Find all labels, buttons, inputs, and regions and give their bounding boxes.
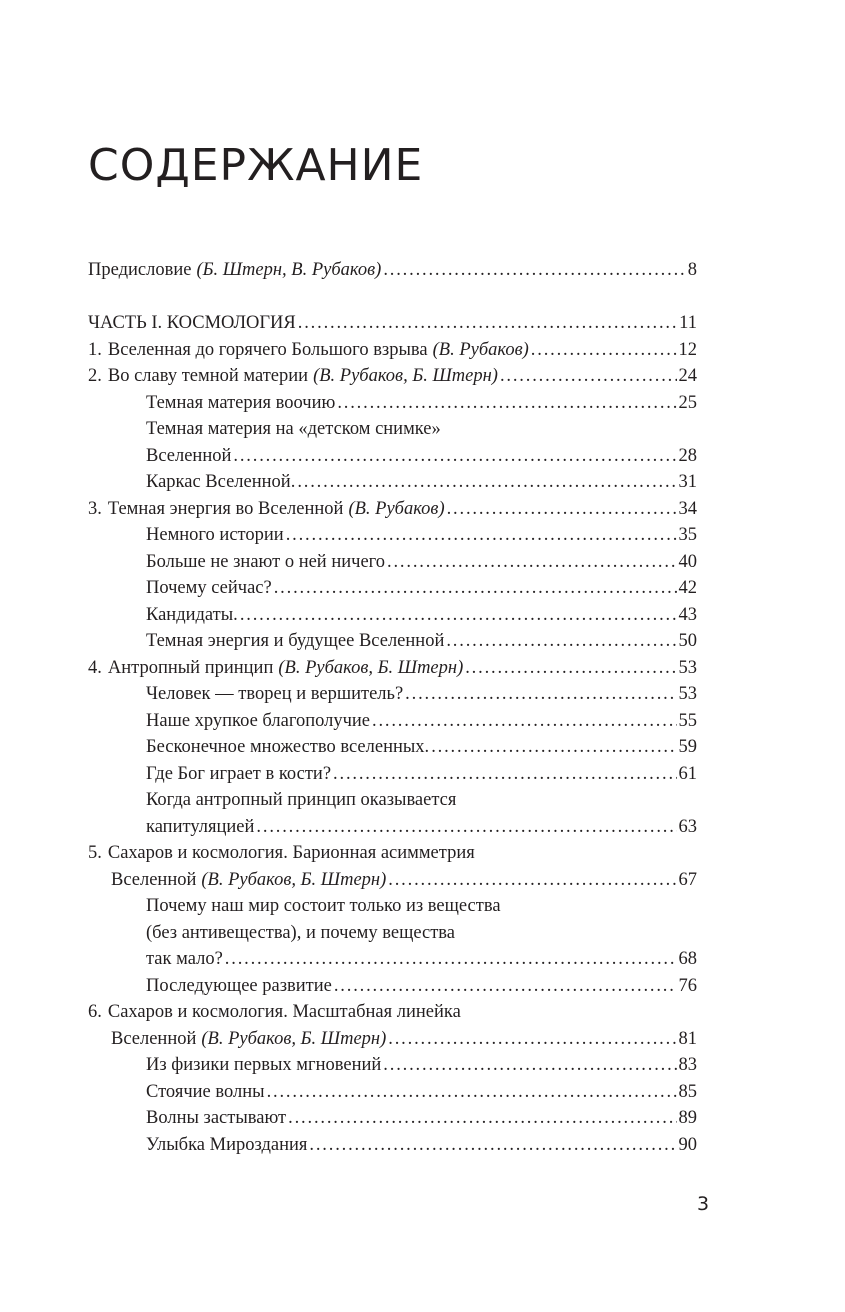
toc-entry-chapter-2[interactable] [88, 363, 697, 390]
toc-entry-section-cont[interactable] [88, 814, 697, 841]
dot-leader [500, 363, 677, 390]
toc-entry-section[interactable] [88, 787, 697, 814]
entry-page: 55 [678, 710, 697, 731]
chapter-number: 3. [88, 498, 102, 519]
entry-page: 11 [679, 313, 697, 333]
dot-leader [267, 1079, 677, 1106]
entry-title: Во славу темной материи [107, 366, 309, 386]
entry-title: Темная материя на «детском снимке» [146, 419, 441, 439]
entry-page: 76 [678, 975, 697, 996]
dot-leader [405, 681, 676, 708]
entry-title: Стоячие волны [146, 1081, 265, 1102]
toc-entry-section[interactable] [88, 1132, 697, 1159]
dot-leader [297, 469, 676, 496]
dot-leader [240, 602, 677, 629]
entry-title: Антропный принцип [107, 657, 274, 678]
entry-title: Темная материя воочию [146, 392, 336, 413]
dot-leader [388, 1026, 676, 1053]
table-of-contents [88, 257, 697, 1158]
entry-page: 81 [678, 1028, 697, 1049]
entry-page: 59 [678, 737, 697, 757]
entry-author: (В. Рубаков, Б. Штерн) [313, 366, 498, 386]
entry-page: 83 [678, 1055, 697, 1075]
dot-leader [465, 655, 676, 682]
entry-page: 85 [678, 1081, 697, 1102]
toc-entry-section-cont[interactable] [88, 920, 697, 947]
dot-leader [372, 708, 677, 735]
dot-leader [309, 1132, 676, 1159]
chapter-number: 4. [88, 657, 102, 678]
entry-page: 8 [687, 260, 697, 280]
chapter-number: 5. [88, 843, 102, 863]
toc-entry-section[interactable] [88, 602, 697, 629]
entry-author: (В. Рубаков) [432, 339, 529, 360]
toc-entry-section[interactable] [88, 416, 697, 443]
entry-page: 68 [678, 949, 697, 969]
dot-leader [274, 575, 677, 602]
entry-title: Наше хрупкое благополучие [146, 710, 370, 731]
toc-entry-chapter-6[interactable] [88, 999, 697, 1026]
entry-title: Кандидаты. [146, 604, 238, 625]
dot-leader [383, 257, 685, 284]
toc-entry-section[interactable] [88, 681, 697, 708]
toc-entry-section[interactable] [88, 761, 697, 788]
entry-page: 31 [678, 472, 697, 492]
entry-title: Последующее развитие [146, 975, 332, 996]
entry-author: (В. Рубаков, Б. Штерн) [201, 1028, 387, 1049]
toc-entry-section[interactable] [88, 893, 697, 920]
entry-page: 63 [678, 816, 697, 837]
dot-leader [531, 337, 677, 364]
entry-title: Где Бог играет в кости? [146, 763, 332, 784]
dot-leader [298, 310, 677, 337]
dot-leader [233, 443, 676, 470]
toc-entry-part-1[interactable] [88, 310, 697, 337]
dot-leader [447, 496, 677, 523]
entry-title: Вселенной [146, 445, 232, 466]
entry-title: Почему наш мир состоит только из вещества [146, 896, 501, 916]
toc-entry-chapter-1[interactable] [88, 337, 697, 364]
entry-title: Почему сейчас? [146, 578, 272, 598]
page-number: 3 [697, 1193, 710, 1215]
dot-leader [288, 1105, 676, 1132]
chapter-number: 6. [88, 1002, 102, 1022]
entry-author: (В. Рубаков, Б. Штерн) [278, 657, 464, 678]
entry-page: 53 [678, 657, 697, 678]
entry-page: 50 [678, 631, 697, 651]
toc-entry-chapter-5-cont[interactable] [88, 867, 697, 894]
entry-author: (В. Рубаков) [348, 498, 445, 519]
dot-leader [388, 867, 676, 894]
chapter-number: 1. [88, 339, 102, 360]
toc-entry-chapter-3[interactable] [88, 496, 697, 523]
entry-title: Предисловие [88, 260, 192, 280]
toc-entry-section[interactable] [88, 575, 697, 602]
entry-title: Больше не знают о ней ничего [146, 551, 386, 572]
toc-entry-section[interactable] [88, 628, 697, 655]
dot-leader [334, 973, 677, 1000]
entry-title: Темная энергия и будущее Вселенной [146, 631, 445, 651]
toc-entry-section[interactable] [88, 549, 697, 576]
dot-leader [337, 390, 676, 417]
entry-author: (Б. Штерн, В. Рубаков) [196, 260, 382, 280]
entry-page: 42 [678, 578, 697, 598]
entry-page: 34 [678, 498, 697, 519]
toc-entry-section[interactable] [88, 390, 697, 417]
entry-page: 40 [678, 551, 697, 572]
toc-entry-section[interactable] [88, 1052, 697, 1079]
toc-entry-section[interactable] [88, 708, 697, 735]
entry-page: 53 [678, 684, 697, 704]
toc-entry-section-cont[interactable] [88, 443, 697, 470]
entry-title: (без антивещества), и почему вещества [146, 922, 456, 943]
entry-page: 90 [678, 1134, 697, 1155]
entry-page: 61 [678, 763, 697, 784]
dot-leader [225, 946, 677, 973]
toc-entry-section[interactable] [88, 1079, 697, 1106]
dot-leader [256, 814, 676, 841]
entry-title: Бесконечное множество вселенных. [146, 737, 430, 757]
entry-title: Человек — творец и вершитель? [146, 684, 404, 704]
toc-entry-section[interactable] [88, 522, 697, 549]
entry-title: Когда антропный принцип оказывается [146, 790, 457, 810]
entry-page: 43 [678, 604, 697, 625]
entry-title: капитуляцией [146, 816, 255, 837]
toc-entry-preface[interactable] [88, 257, 697, 284]
page-title: СОДЕРЖАНИЕ [88, 140, 424, 191]
dot-leader [431, 734, 676, 761]
entry-title: Вселенная до горячего Большого взрыва [107, 339, 428, 360]
entry-page: 25 [678, 392, 697, 413]
entry-title: Сахаров и космология. Масштабная линейка [107, 1002, 461, 1022]
toc-entry-section[interactable] [88, 469, 697, 496]
entry-title: Улыбка Мироздания [146, 1134, 308, 1155]
entry-title: ЧАСТЬ I. КОСМОЛОГИЯ [88, 313, 296, 333]
entry-title: Из физики первых мгновений [146, 1055, 382, 1075]
toc-entry-section-cont[interactable] [88, 946, 697, 973]
toc-entry-section[interactable] [88, 973, 697, 1000]
entry-title: Вселенной [111, 1028, 197, 1049]
chapter-number: 2. [88, 366, 102, 386]
dot-leader [446, 628, 676, 655]
entry-title: Каркас Вселенной. [146, 472, 296, 492]
toc-entry-section[interactable] [88, 734, 697, 761]
toc-entry-chapter-5[interactable] [88, 840, 697, 867]
toc-entry-chapter-6-cont[interactable] [88, 1026, 697, 1053]
entry-author: (В. Рубаков, Б. Штерн) [201, 869, 387, 890]
entry-page: 89 [678, 1108, 697, 1128]
entry-page: 12 [678, 339, 697, 360]
dot-leader [387, 549, 676, 576]
entry-title: так мало? [146, 949, 223, 969]
entry-title: Темная энергия во Вселенной [107, 498, 344, 519]
entry-title: Вселенной [111, 869, 197, 890]
dot-leader [383, 1052, 676, 1079]
dot-leader [286, 522, 677, 549]
entry-page: 67 [678, 869, 697, 890]
entry-page: 24 [678, 366, 697, 386]
entry-page: 35 [678, 525, 697, 545]
entry-title: Сахаров и космология. Барионная асимметрия [107, 843, 475, 863]
entry-title: Немного истории [146, 525, 284, 545]
entry-page: 28 [678, 445, 697, 466]
toc-entry-chapter-4[interactable] [88, 655, 697, 682]
toc-entry-section[interactable] [88, 1105, 697, 1132]
dot-leader [333, 761, 676, 788]
entry-title: Волны застывают [146, 1108, 287, 1128]
